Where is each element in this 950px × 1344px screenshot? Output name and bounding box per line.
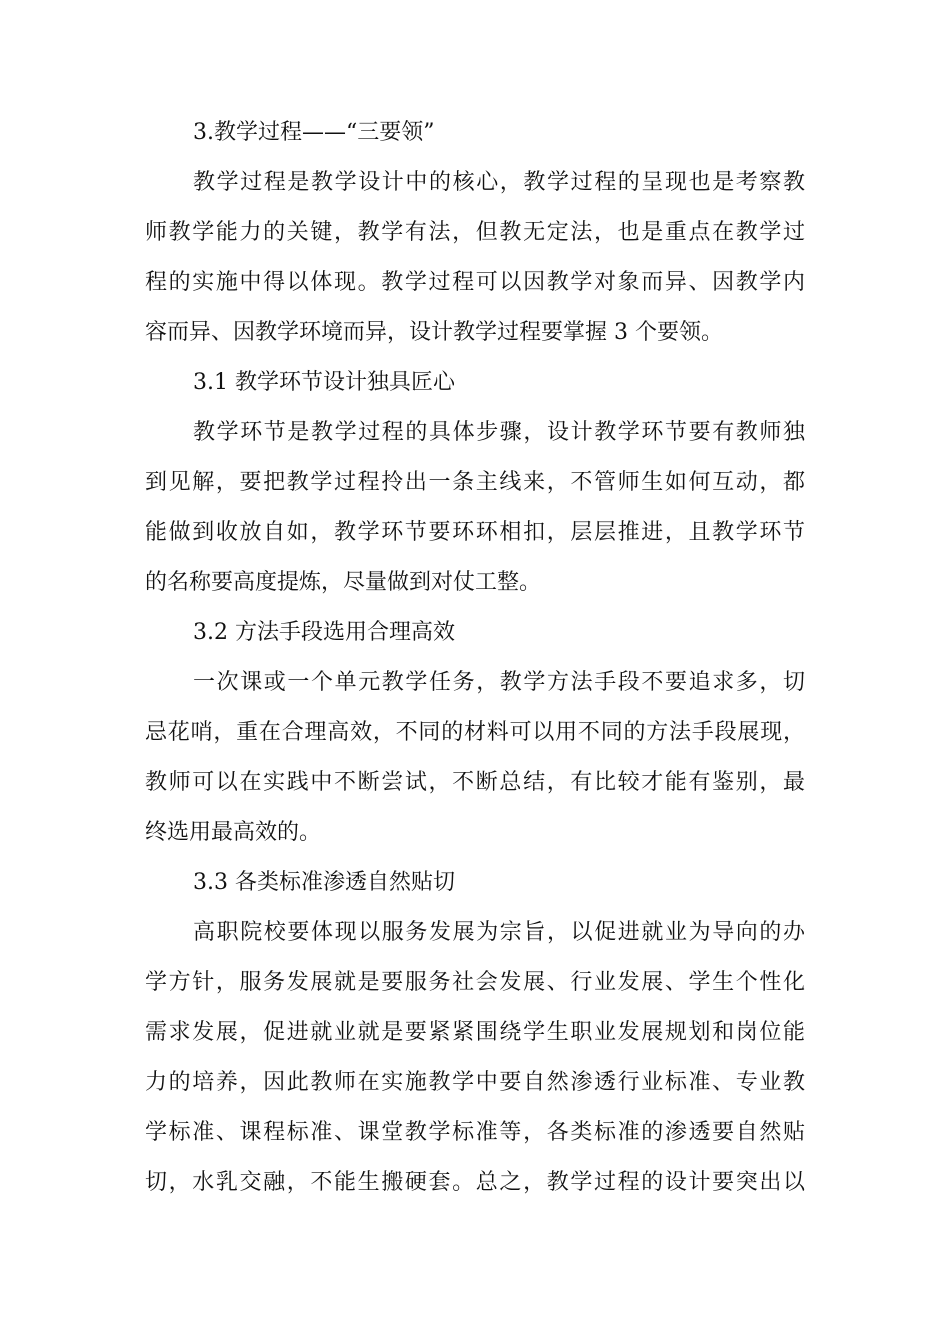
- paragraph-line: 师教学能力的关键，教学有法，但教无定法，也是重点在教学过: [145, 220, 805, 245]
- paragraph-line: 忌花哨，重在合理高效，不同的材料可以用不同的方法手段展现，: [145, 720, 805, 745]
- section-heading: 3.2 方法手段选用合理高效: [193, 620, 455, 645]
- paragraph-line: 能做到收放自如，教学环节要环环相扣，层层推进，且教学环节: [145, 520, 805, 545]
- section-heading: 3.3 各类标准渗透自然贴切: [193, 870, 455, 895]
- paragraph-line: 教学环节是教学过程的具体步骤，设计教学环节要有教师独: [193, 420, 805, 445]
- paragraph-line-last: 终选用最高效的。: [145, 820, 322, 845]
- section-heading: 3.1 教学环节设计独具匠心: [193, 370, 455, 395]
- paragraph-line: 程的实施中得以体现。教学过程可以因教学对象而异、因教学内: [145, 270, 805, 295]
- paragraph-line: 学方针，服务发展就是要服务社会发展、行业发展、学生个性化: [145, 970, 805, 995]
- paragraph-line: 切，水乳交融，不能生搬硬套。总之，教学过程的设计要突出以: [145, 1170, 805, 1195]
- paragraph-line: 到见解，要把教学过程拎出一条主线来，不管师生如何互动，都: [145, 470, 805, 495]
- paragraph-line-last: 的名称要高度提炼，尽量做到对仗工整。: [145, 570, 542, 595]
- paragraph-line: 教学过程是教学设计中的核心，教学过程的呈现也是考察教: [193, 170, 805, 195]
- paragraph-line: 一次课或一个单元教学任务，教学方法手段不要追求多，切: [193, 670, 805, 695]
- paragraph-line: 学标准、课程标准、课堂教学标准等，各类标准的渗透要自然贴: [145, 1120, 805, 1145]
- paragraph-line: 力的培养，因此教师在实施教学中要自然渗透行业标准、专业教: [145, 1070, 805, 1095]
- paragraph-line-last: 容而异、因教学环境而异，设计教学过程要掌握 3 个要领。: [145, 320, 723, 345]
- paragraph-line: 教师可以在实践中不断尝试，不断总结，有比较才能有鉴别，最: [145, 770, 805, 795]
- section-heading: 3.教学过程——“三要领”: [193, 120, 435, 145]
- paragraph-line: 需求发展，促进就业就是要紧紧围绕学生职业发展规划和岗位能: [145, 1020, 805, 1045]
- paragraph-line: 高职院校要体现以服务发展为宗旨，以促进就业为导向的办: [193, 920, 805, 945]
